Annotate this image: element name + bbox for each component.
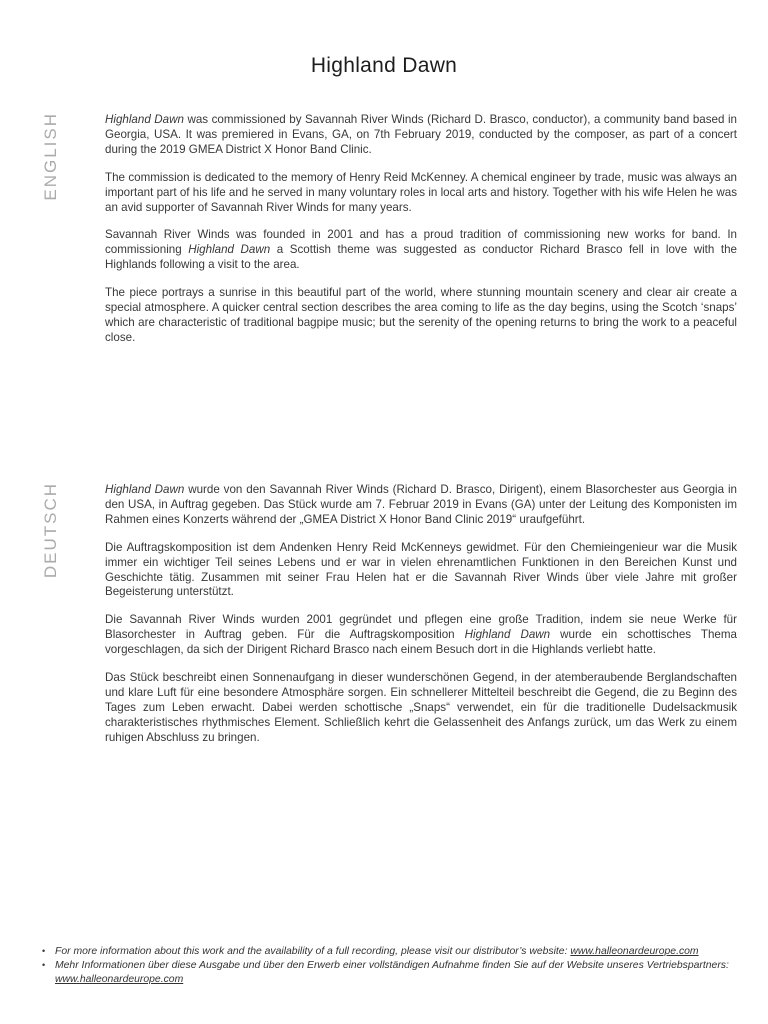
distributor-url-german[interactable]: www.halleonardeurope.com	[55, 973, 184, 985]
english-paragraph-1	[105, 113, 737, 158]
text-segment: wurde von den Savannah River Winds (Richard D. Brasco, Dirigent), einem Blasorchester aus Georgia in den USA, in Auftrag gegeben. Das Stück wurde am 7. Februar 2019 in Evans (GA) unter der Leitung des Komponisten im Rahmen eines Konzerts während der „GMEA District X Honor Band Clinic 2019“ uraufgeführt.	[105, 483, 737, 526]
section-label-english: ENGLISH	[41, 112, 60, 201]
english-paragraph-3	[105, 228, 737, 273]
text-segment: Die Savannah River Winds wurden 2001 gegründet und pflegen eine große Tradition, indem sie neue Werke für Blasorchester in Auftrag geben. Für die Auftragskomposition	[105, 613, 737, 642]
english-paragraph-4	[105, 286, 737, 346]
footer-note-german	[42, 959, 736, 987]
footer-note-english-text	[55, 945, 736, 959]
bullet-icon: •	[42, 946, 46, 956]
english-paragraph-2	[105, 171, 737, 216]
section-english	[105, 113, 737, 359]
text-segment: Savannah River Winds was founded in 2001 and has a proud tradition of commissioning new works for band. In commissioning	[105, 228, 737, 257]
text-segment: Highland Dawn	[105, 113, 184, 126]
german-paragraph-1	[105, 483, 737, 528]
text-segment: The piece portrays a sunrise in this beautiful part of the world, where stunning mountain scenery and clear air create a special atmosphere. A quicker central section describes the area coming to life as the day begins, using the Scotch ‘snaps’ which are characteristic of traditional bagpipe music; but the serenity of the opening returns to bring the work to a peaceful close.	[105, 286, 737, 344]
text-segment: The commission is dedicated to the memory of Henry Reid McKenney. A chemical engineer by trade, music was always an important part of his life and he served in many voluntary roles in local arts and history. Together with his wife Helen he was an avid supporter of Savannah River Winds for many years.	[105, 170, 737, 214]
german-paragraph-4	[105, 671, 737, 746]
page-title: Highland Dawn	[310, 54, 458, 77]
text-segment: Mehr Informationen über diese Ausgabe und über den Erwerb einer vollständigen Aufnahme finden Sie auf der Website unseres Vertriebspartners:	[55, 959, 729, 971]
footer-notes	[42, 945, 736, 986]
text-segment: Das Stück beschreibt einen Sonnenaufgang in dieser wunderschönen Gegend, in der atemberaubende Berglandschaften und klare Luft für eine besondere Atmosphäre sorgen. Ein schnellerer Mittelteil beschreibt die Gegend, die zu Beginn des Tages zum Leben erwacht. Dabei werden schottische „Snaps“ verwendet, ein für die traditionelle Dudelsackmusik charakteristisches rhythmisches Element. Schließlich kehrt die Gelassenheit des Anfangs zurück, um das Werk zu einem ruhigen Abschluss zu bringen.	[105, 671, 737, 744]
bullet-icon: •	[42, 959, 46, 970]
footer-note-german-text	[55, 959, 736, 987]
text-segment: Highland Dawn	[188, 243, 271, 257]
footer-note-english	[42, 945, 736, 959]
german-paragraph-3	[105, 613, 737, 658]
text-segment: Highland Dawn	[105, 483, 185, 496]
section-german	[105, 483, 737, 759]
text-segment: Highland Dawn	[464, 628, 551, 642]
section-label-german: DEUTSCH	[41, 482, 60, 579]
distributor-url-english[interactable]: www.halleonardeurope.com	[570, 946, 699, 957]
text-segment: wurde ein schottisches Thema vorgeschlagen, da sich der Dirigent Richard Brasco nach einem Besuch dort in die Highlands verliebt hatte.	[105, 628, 737, 657]
text-segment: was commissioned by Savannah River Winds (Richard D. Brasco, conductor), a community band based in Georgia, USA. It was premiered in Evans, GA, on 7th February 2019, conducted by the composer, as part of a concert during the 2019 GMEA District X Honor Band Clinic.	[105, 113, 737, 156]
text-segment: a Scottish theme was suggested as conductor Richard Brasco fell in love with the Highlands following a visit to the area.	[105, 243, 737, 272]
german-paragraph-2	[105, 541, 737, 601]
text-segment: For more information about this work and the availability of a full recording, please visit our distributor’s website:	[55, 946, 571, 957]
text-segment: Die Auftragskomposition ist dem Andenken Henry Reid McKenneys gewidmet. Für den Chemieingenieur war die Musik immer ein wichtiger Teil seines Lebens und er war in vielen ehrenamtlichen Funktionen in den Bereichen Kunst und Geschichte tätig. Zusammen mit seiner Frau Helen hat er die Savannah River Winds über viele Jahre mit großer Begeisterung unterstützt.	[105, 540, 737, 599]
